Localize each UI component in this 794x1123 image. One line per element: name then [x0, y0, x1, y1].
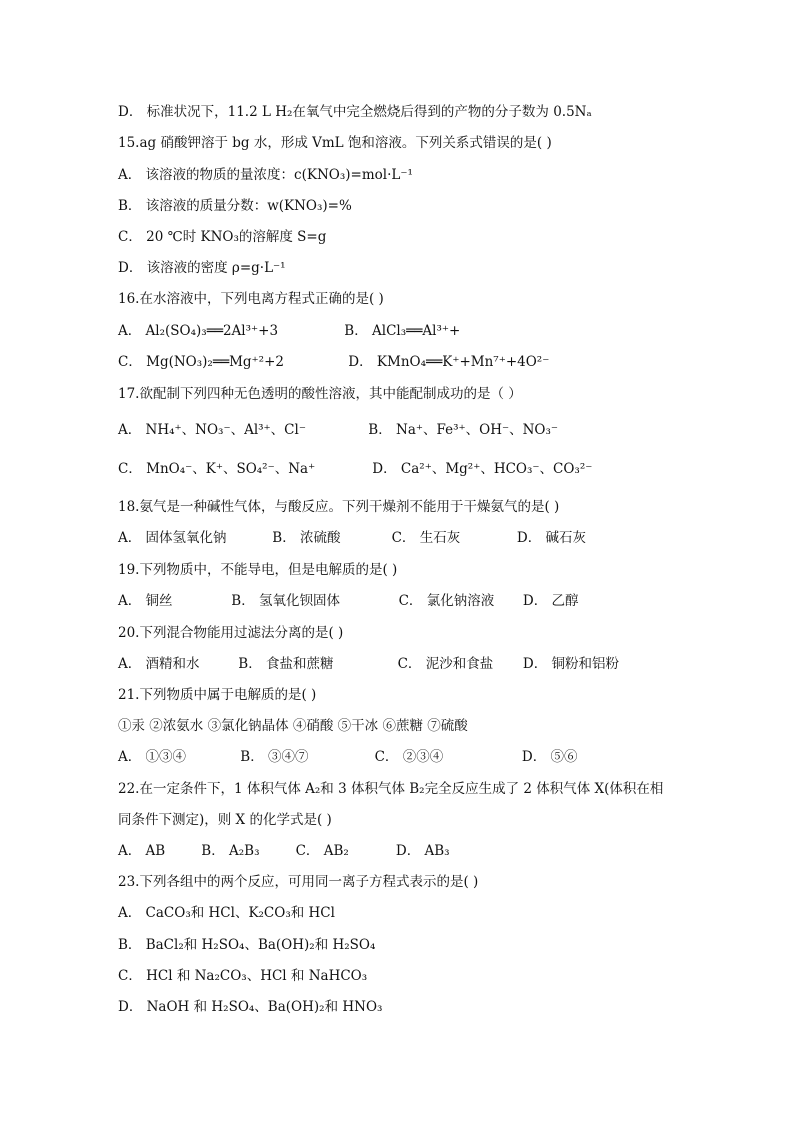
question-20: 20.下列混合物能用过滤法分离的是( ) — [118, 625, 344, 641]
q18-option-a: A． 固体氢氧化钠 — [118, 530, 227, 546]
q20-option-d: D． 铜粉和铝粉 — [522, 656, 620, 672]
q18-option-d: D． 碱石灰 — [516, 530, 587, 546]
question-16: 16.在水溶液中，下列电离方程式正确的是( ) — [118, 291, 384, 307]
q23-option-d: D． NaOH 和 H₂SO₄、Ba(OH)₂和 HNO₃ — [118, 999, 383, 1015]
q17-option-b: B． Na⁺、Fe³⁺、OH⁻、NO₃⁻ — [368, 422, 559, 438]
q15-option-d: D． 该溶液的密度 ρ=g·L⁻¹ — [118, 260, 286, 276]
q22-option-d: D． AB₃ — [395, 843, 450, 859]
q19-option-a: A． 铜丝 — [118, 593, 173, 609]
q19-option-d: D． 乙醇 — [522, 593, 579, 609]
question-21: 21.下列物质中属于电解质的是( ) — [118, 687, 317, 703]
q21-option-d: D． ⑤⑥ — [521, 749, 578, 765]
question-17: 17.欲配制下列四种无色透明的酸性溶液，其中能配制成功的是（ ） — [118, 386, 522, 402]
q22-options — [118, 842, 450, 860]
q18-option-c: C． 生石灰 — [391, 530, 461, 546]
q16-option-a: A． Al₂(SO₄)₃══2Al³⁺+3 — [118, 323, 279, 339]
question-18: 18.氨气是一种碱性气体，与酸反应。下列干燥剂不能用于干燥氨气的是( ) — [118, 499, 560, 515]
q17-options-ab — [118, 421, 558, 439]
q23-option-c: C． HCl 和 Na₂CO₃、HCl 和 NaHCO₃ — [118, 968, 368, 984]
q17-option-c: C． MnO₄⁻、K⁺、SO₄²⁻、Na⁺ — [118, 461, 316, 477]
question-22-line-2: 同条件下测定)，则 X 的化学式是( ) — [118, 812, 332, 828]
q15-option-b: B． 该溶液的质量分数：w(KNO₃)=% — [118, 198, 352, 214]
q22-option-b: B． A₂B₃ — [201, 843, 260, 859]
question-19: 19.下列物质中，不能导电，但是电解质的是( ) — [118, 562, 398, 578]
q21-option-a: A． ①③④ — [118, 749, 187, 765]
q16-option-b: B． AlCl₃══Al³⁺+ — [344, 323, 461, 339]
q21-items: ①汞 ②浓氨水 ③氯化钠晶体 ④硝酸 ⑤干冰 ⑥蔗糖 ⑦硫酸 — [118, 718, 468, 734]
q21-option-c: C． ②③④ — [374, 749, 444, 765]
q16-option-c: C． Mg(NO₃)₂══Mg⁺²+2 — [118, 354, 284, 370]
question-23: 23.下列各组中的两个反应，可用同一离子方程式表示的是( ) — [118, 874, 479, 890]
line-14-d: D． 标准状况下，11.2 L H₂在氧气中完全燃烧后得到的产物的分子数为 0.5Nₐ — [118, 104, 592, 120]
q20-option-a: A． 酒精和水 — [118, 656, 200, 672]
q17-option-d: D． Ca²⁺、Mg²⁺、HCO₃⁻、CO₃²⁻ — [372, 461, 593, 477]
q19-option-b: B． 氢氧化钡固体 — [231, 593, 341, 609]
question-15: 15.ag 硝酸钾溶于 bg 水，形成 VmL 饱和溶液。下列关系式错误的是( ) — [118, 135, 552, 151]
q16-options-cd — [118, 353, 549, 371]
q21-options — [118, 748, 578, 766]
q20-options — [118, 655, 619, 673]
q22-option-a: A． AB — [118, 843, 166, 859]
q16-options-ab — [118, 322, 460, 340]
q20-option-c: C． 泥沙和食盐 — [397, 656, 494, 672]
q17-option-a: A． NH₄⁺、NO₃⁻、Al³⁺、Cl⁻ — [118, 422, 306, 438]
q16-option-d: D． KMnO₄══K⁺+Mn⁷⁺+4O²⁻ — [348, 354, 550, 370]
q20-option-b: B． 食盐和蔗糖 — [238, 656, 334, 672]
q22-option-c: C． AB₂ — [295, 843, 349, 859]
q21-option-b: B． ③④⑦ — [240, 749, 309, 765]
question-22-line-1: 22.在一定条件下，1 体积气体 A₂和 3 体积气体 B₂完全反应生成了 2 体积气体 X(体积在相 — [118, 781, 664, 797]
q19-option-c: C． 氯化钠溶液 — [398, 593, 495, 609]
q23-option-b: B． BaCl₂和 H₂SO₄、Ba(OH)₂和 H₂SO₄ — [118, 937, 376, 953]
q18-option-b: B． 浓硫酸 — [272, 530, 341, 546]
q15-option-a: A． 该溶液的物质的量浓度：c(KNO₃)=mol·L⁻¹ — [118, 167, 413, 183]
q15-option-c: C． 20 ℃时 KNO₃的溶解度 S=g — [118, 229, 327, 245]
q18-options — [118, 529, 586, 547]
q19-options — [118, 592, 579, 610]
q23-option-a: A． CaCO₃和 HCl、K₂CO₃和 HCl — [118, 905, 335, 921]
q17-options-cd — [118, 460, 592, 478]
